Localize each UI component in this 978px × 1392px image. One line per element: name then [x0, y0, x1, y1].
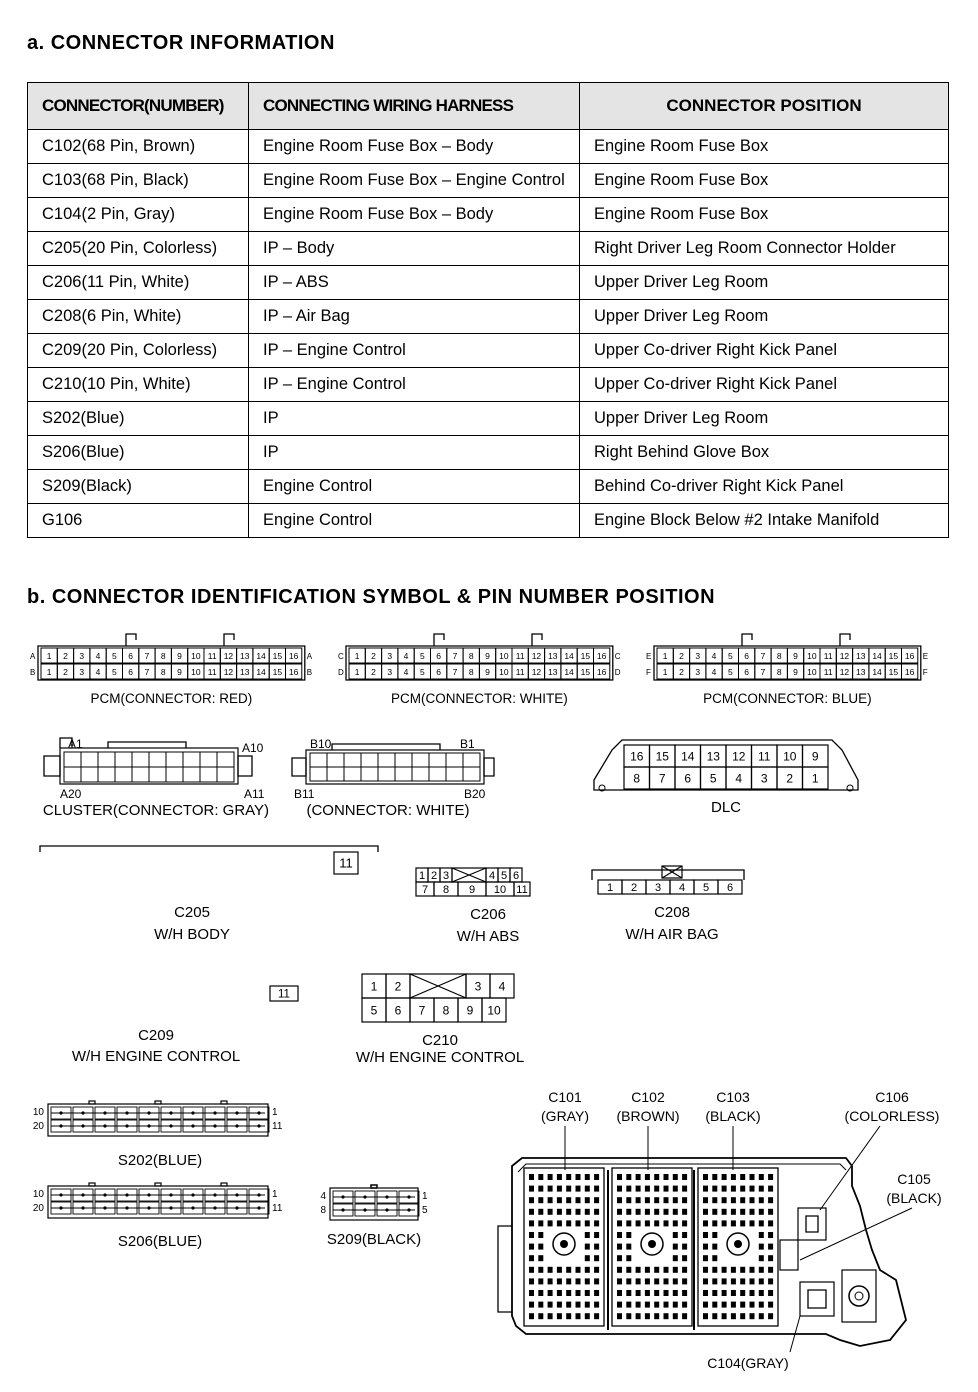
connector-cell: G106	[28, 504, 249, 538]
fusebox-label-name: C102	[631, 1089, 665, 1105]
connector-cell: C205(20 Pin, Colorless)	[28, 232, 249, 266]
pin-number: 2	[371, 667, 376, 677]
pin-number: 10	[32, 1107, 44, 1118]
pin-label-b11: B11	[294, 787, 315, 801]
pin-number: 13	[856, 651, 866, 661]
pin-number: 6	[684, 771, 692, 786]
pin-number: 10	[487, 1003, 501, 1018]
c209-harness: W/H ENGINE CONTROL	[71, 1048, 241, 1065]
pin-number: 12	[223, 667, 234, 677]
fusebox-label-c104: C104(GRAY)	[707, 1355, 789, 1371]
c208-harness: W/H AIR BAG	[625, 926, 719, 943]
pin-number: 4	[320, 1191, 326, 1202]
fusebox-label-name: C106	[875, 1089, 909, 1105]
pin-number: 4	[403, 667, 409, 677]
pin-number: 3	[79, 651, 85, 661]
pin-number: 7	[760, 651, 766, 661]
pin-label-b20: B20	[464, 787, 486, 801]
pin-number: 15	[272, 651, 283, 661]
pin-number: 11	[272, 1203, 283, 1214]
pin-label-a10: A10	[242, 741, 264, 755]
pin-number: 5	[727, 667, 733, 677]
pin-number: 7	[760, 667, 766, 677]
harness-cell: IP	[249, 436, 580, 470]
c205-connector	[40, 846, 378, 943]
pin-number: 7	[452, 667, 458, 677]
pin-number: 1	[422, 1191, 428, 1202]
fuse-block-1	[524, 1168, 604, 1326]
pin-number: 2	[371, 651, 376, 661]
connector-cell: C206(11 Pin, White)	[28, 266, 249, 300]
pin-number: 5	[419, 667, 425, 677]
pin-number: 6	[744, 651, 750, 661]
pin-number: 1	[606, 881, 614, 894]
pin-number: 10	[783, 749, 797, 764]
pin-number: 4	[678, 881, 686, 894]
pin-number: 13	[548, 667, 558, 677]
pin-number: 1	[811, 771, 819, 786]
pin-label-b10: B10	[310, 737, 332, 751]
pin-number: 16	[904, 667, 915, 677]
pin-number: 6	[436, 667, 442, 677]
pin-number: 10	[499, 651, 509, 661]
pin-number: 10	[493, 883, 507, 896]
pin-number: 10	[191, 651, 201, 661]
fuse-block-3	[698, 1168, 778, 1326]
pin-number: 1	[272, 1107, 278, 1118]
section-b-title: b. CONNECTOR IDENTIFICATION SYMBOL & PIN NUMBER POSITION	[27, 586, 716, 608]
pin-number: 4	[735, 771, 743, 786]
pin-number: 11	[272, 1121, 283, 1132]
fusebox-label-name: C103	[716, 1089, 750, 1105]
pin-number: 5	[709, 771, 717, 786]
position-cell: Upper Co-driver Right Kick Panel	[580, 334, 949, 368]
c206-harness: W/H ABS	[456, 928, 520, 945]
pin-number: 8	[442, 1003, 450, 1018]
row-letter: B	[30, 668, 36, 677]
c209-connector	[72, 986, 298, 1065]
pin-number: 7	[452, 651, 458, 661]
s209-splice	[320, 1185, 428, 1248]
header-wiring-harness: CONNECTING WIRING HARNESS	[249, 83, 580, 130]
pin-label-a11: A11	[244, 787, 265, 801]
pin-number: 4	[95, 667, 101, 677]
c210-name: C210	[422, 1032, 458, 1049]
connector-cell: C209(20 Pin, Colorless)	[28, 334, 249, 368]
row-letter: C	[614, 652, 621, 661]
pin-number: 13	[240, 667, 250, 677]
pin-number: 2	[430, 869, 438, 882]
pin-number: 6	[512, 869, 520, 882]
pcm-caption: PCM(CONNECTOR: WHITE)	[391, 691, 568, 706]
pin-number: 16	[288, 667, 299, 677]
pin-number: 15	[888, 667, 899, 677]
pin-number: 12	[531, 651, 542, 661]
pin-number: 15	[272, 667, 283, 677]
c206-name: C206	[470, 906, 506, 923]
c210-connector	[356, 974, 524, 1066]
pin-number: 9	[485, 651, 490, 661]
pin-number: 8	[468, 651, 474, 661]
pin-number: 9	[177, 667, 182, 677]
pin-number: 14	[872, 667, 882, 677]
pin-number: 20	[32, 1121, 44, 1132]
section-a-title: a. CONNECTOR INFORMATION	[27, 32, 335, 54]
pin-number: 13	[856, 667, 866, 677]
pin-number: 10	[807, 667, 817, 677]
fusebox-label-color: (BROWN)	[616, 1108, 680, 1124]
pcm-caption: PCM(CONNECTOR: RED)	[90, 691, 253, 706]
pin-number: 3	[760, 771, 768, 786]
pin-number: 3	[695, 667, 701, 677]
harness-cell: Engine Room Fuse Box – Body	[249, 198, 580, 232]
pin-number: 11	[515, 667, 525, 677]
pin-number: 1	[46, 667, 52, 677]
pin-number: 11	[515, 651, 525, 661]
pin-label-b1: B1	[460, 737, 475, 751]
pin-number: 1	[370, 979, 378, 994]
connector-cell: C208(6 Pin, White)	[28, 300, 249, 334]
pin-number: 15	[580, 667, 591, 677]
harness-cell: IP – Engine Control	[249, 334, 580, 368]
pin-number: 6	[726, 881, 734, 894]
pin-number: 14	[872, 651, 882, 661]
pin-number: 2	[63, 667, 68, 677]
dlc-caption: DLC	[710, 799, 742, 816]
pin-number: 1	[354, 651, 360, 661]
pin-number: 12	[223, 651, 234, 661]
pin-number: 3	[387, 651, 393, 661]
pin-number: 16	[596, 667, 607, 677]
cluster-caption: CLUSTER(CONNECTOR: GRAY)	[42, 802, 270, 819]
pin-number: 9	[485, 667, 490, 677]
fusebox-label-color: (BLACK)	[886, 1190, 942, 1206]
pin-number: 4	[498, 979, 506, 994]
pin-number: 11	[207, 651, 217, 661]
pin-number: 13	[240, 651, 250, 661]
c205-name: C205	[174, 904, 210, 921]
pin-number: 13	[548, 651, 558, 661]
pin-number: 9	[468, 883, 476, 896]
pin-number: 1	[418, 869, 426, 882]
pin-number: 14	[256, 667, 266, 677]
pin-number: 1	[662, 651, 668, 661]
pin-number: 5	[702, 881, 710, 894]
harness-cell: IP – Engine Control	[249, 368, 580, 402]
pin-number: 1	[46, 651, 52, 661]
pin-number: 5	[111, 651, 117, 661]
row-letter: D	[338, 668, 344, 677]
connector-cell: S202(Blue)	[28, 402, 249, 436]
position-cell: Engine Room Fuse Box	[580, 130, 949, 164]
s206-splice-caption: S206(BLUE)	[117, 1233, 203, 1250]
s206-splice	[33, 1183, 283, 1250]
pin-number: 5	[422, 1205, 428, 1216]
row-letter: F	[922, 668, 928, 677]
pin-number: 7	[144, 651, 150, 661]
pin-number: 1	[662, 667, 668, 677]
position-cell: Engine Room Fuse Box	[580, 164, 949, 198]
pin-number: 16	[904, 651, 915, 661]
pin-number: 9	[793, 651, 798, 661]
c206-connector	[416, 868, 530, 945]
cluster-connector	[43, 737, 269, 819]
pin-number: 11	[278, 988, 290, 1001]
header-connector-position: CONNECTOR POSITION	[580, 83, 949, 130]
connector-cell: S206(Blue)	[28, 436, 249, 470]
pin-number: 11	[758, 749, 771, 764]
connector-cell: C103(68 Pin, Black)	[28, 164, 249, 198]
pin-number: 11	[823, 651, 833, 661]
position-cell: Behind Co-driver Right Kick Panel	[580, 470, 949, 504]
row-letter: F	[646, 668, 651, 677]
harness-cell: Engine Control	[249, 470, 580, 504]
pin-number: 1	[272, 1189, 278, 1200]
pin-number: 16	[288, 651, 299, 661]
dlc-connector	[594, 740, 858, 816]
position-cell: Engine Block Below #2 Intake Manifold	[580, 504, 949, 538]
harness-cell: IP – ABS	[249, 266, 580, 300]
pin-number: 2	[786, 771, 794, 786]
pin-number: 10	[807, 651, 817, 661]
pin-number: 8	[776, 651, 782, 661]
s202-splice	[33, 1101, 283, 1169]
pin-number: 9	[793, 667, 798, 677]
pin-number: 14	[564, 667, 574, 677]
c208-name: C208	[654, 904, 690, 921]
pin-number: 12	[839, 651, 850, 661]
position-cell: Upper Co-driver Right Kick Panel	[580, 368, 949, 402]
connector-cell: C102(68 Pin, Brown)	[28, 130, 249, 164]
harness-cell: Engine Room Fuse Box – Body	[249, 130, 580, 164]
fuse-block-2	[612, 1168, 692, 1326]
harness-cell: IP	[249, 402, 580, 436]
c210-harness: W/H ENGINE CONTROL	[355, 1049, 525, 1066]
pin-number: 8	[776, 667, 782, 677]
header-connector-number: CONNECTOR(NUMBER)	[28, 83, 249, 130]
pin-number: 1	[354, 667, 360, 677]
pin-number: 15	[888, 651, 899, 661]
position-cell: Upper Driver Leg Room	[580, 402, 949, 436]
pin-number: 2	[63, 651, 68, 661]
c208-connector	[592, 866, 744, 943]
pin-number: 7	[421, 883, 429, 896]
harness-cell: Engine Room Fuse Box – Engine Control	[249, 164, 580, 198]
engine-room-fuse-box	[498, 1089, 942, 1371]
position-cell: Engine Room Fuse Box	[580, 198, 949, 232]
pin-number: 2	[630, 881, 638, 894]
pin-label-a1: A1	[68, 737, 83, 751]
c209-name: C209	[138, 1027, 174, 1044]
pin-number: 4	[488, 869, 496, 882]
pin-number: 5	[500, 869, 508, 882]
pin-number: 16	[630, 749, 644, 764]
pin-number: 6	[128, 651, 134, 661]
pin-number: 5	[727, 651, 733, 661]
pin-number: 4	[403, 651, 409, 661]
pin-number: 11	[339, 855, 353, 871]
pin-number: 12	[839, 667, 850, 677]
s209-splice-caption: S209(BLACK)	[326, 1231, 422, 1248]
pin-number: 9	[466, 1003, 474, 1018]
pin-number: 2	[394, 979, 402, 994]
pin-number: 4	[711, 651, 717, 661]
pcm-connector-2	[646, 634, 928, 706]
pin-number: 11	[516, 883, 528, 896]
pin-number: 8	[442, 883, 450, 896]
pcm-connector-0	[30, 634, 313, 706]
pin-number: 8	[633, 771, 641, 786]
pin-number: 8	[160, 651, 166, 661]
pin-number: 4	[95, 651, 101, 661]
row-letter: B	[306, 668, 313, 677]
harness-cell: Engine Control	[249, 504, 580, 538]
pin-number: 16	[596, 651, 607, 661]
pin-number: 2	[679, 667, 684, 677]
harness-cell: IP – Body	[249, 232, 580, 266]
pin-number: 11	[823, 667, 833, 677]
row-letter: A	[306, 652, 313, 661]
white-connector	[292, 737, 494, 819]
pin-number: 13	[706, 749, 720, 764]
pcm-connector-1	[338, 634, 621, 706]
position-cell: Upper Driver Leg Room	[580, 266, 949, 300]
pin-number: 3	[79, 667, 85, 677]
fusebox-label-color: (BLACK)	[705, 1108, 761, 1124]
pin-number: 11	[207, 667, 217, 677]
pin-number: 5	[111, 667, 117, 677]
row-letter: C	[338, 652, 344, 661]
pin-number: 14	[256, 651, 266, 661]
white-connector-caption: (CONNECTOR: WHITE)	[306, 802, 470, 819]
position-cell: Right Driver Leg Room Connector Holder	[580, 232, 949, 266]
pin-number: 8	[468, 667, 474, 677]
pin-number: 9	[811, 749, 819, 764]
pin-number: 3	[387, 667, 393, 677]
c205-harness: W/H BODY	[154, 926, 230, 943]
position-cell: Upper Driver Leg Room	[580, 300, 949, 334]
pcm-caption: PCM(CONNECTOR: BLUE)	[703, 691, 872, 706]
pin-number: 10	[499, 667, 509, 677]
pin-number: 8	[320, 1205, 326, 1216]
pin-number: 2	[679, 651, 684, 661]
pin-number: 12	[531, 667, 542, 677]
pin-number: 3	[442, 869, 450, 882]
row-letter: E	[646, 652, 652, 661]
pin-number: 3	[654, 881, 662, 894]
pin-number: 9	[177, 651, 182, 661]
position-cell: Right Behind Glove Box	[580, 436, 949, 470]
pin-number: 15	[580, 651, 591, 661]
pin-number: 10	[32, 1189, 44, 1200]
fusebox-label-color: (GRAY)	[541, 1108, 589, 1124]
pin-number: 8	[160, 667, 166, 677]
pin-number: 15	[655, 749, 669, 764]
row-letter: D	[614, 668, 621, 677]
pin-number: 14	[681, 749, 695, 764]
row-letter: E	[922, 652, 929, 661]
pin-number: 3	[695, 651, 701, 661]
pin-number: 14	[564, 651, 574, 661]
connector-cell: C104(2 Pin, Gray)	[28, 198, 249, 232]
pin-number: 6	[394, 1003, 402, 1018]
connector-cell: C210(10 Pin, White)	[28, 368, 249, 402]
pin-number: 6	[436, 651, 442, 661]
pin-number: 20	[32, 1203, 44, 1214]
pin-number: 7	[658, 771, 666, 786]
pin-number: 6	[744, 667, 750, 677]
pin-number: 5	[370, 1003, 378, 1018]
pin-number: 7	[418, 1003, 426, 1018]
pin-number: 3	[474, 979, 482, 994]
pin-number: 12	[732, 749, 746, 764]
fusebox-label-color: (COLORLESS)	[844, 1108, 940, 1124]
pin-number: 4	[711, 667, 717, 677]
pin-number: 5	[419, 651, 425, 661]
fusebox-label-name: C101	[548, 1089, 582, 1105]
pin-label-a20: A20	[60, 787, 82, 801]
connector-cell: S209(Black)	[28, 470, 249, 504]
harness-cell: IP – Air Bag	[249, 300, 580, 334]
fusebox-label-name: C105	[897, 1171, 931, 1187]
row-letter: A	[30, 652, 36, 661]
pin-number: 6	[128, 667, 134, 677]
s202-splice-caption: S202(BLUE)	[117, 1152, 203, 1169]
pin-number: 10	[191, 667, 201, 677]
pin-number: 7	[144, 667, 150, 677]
